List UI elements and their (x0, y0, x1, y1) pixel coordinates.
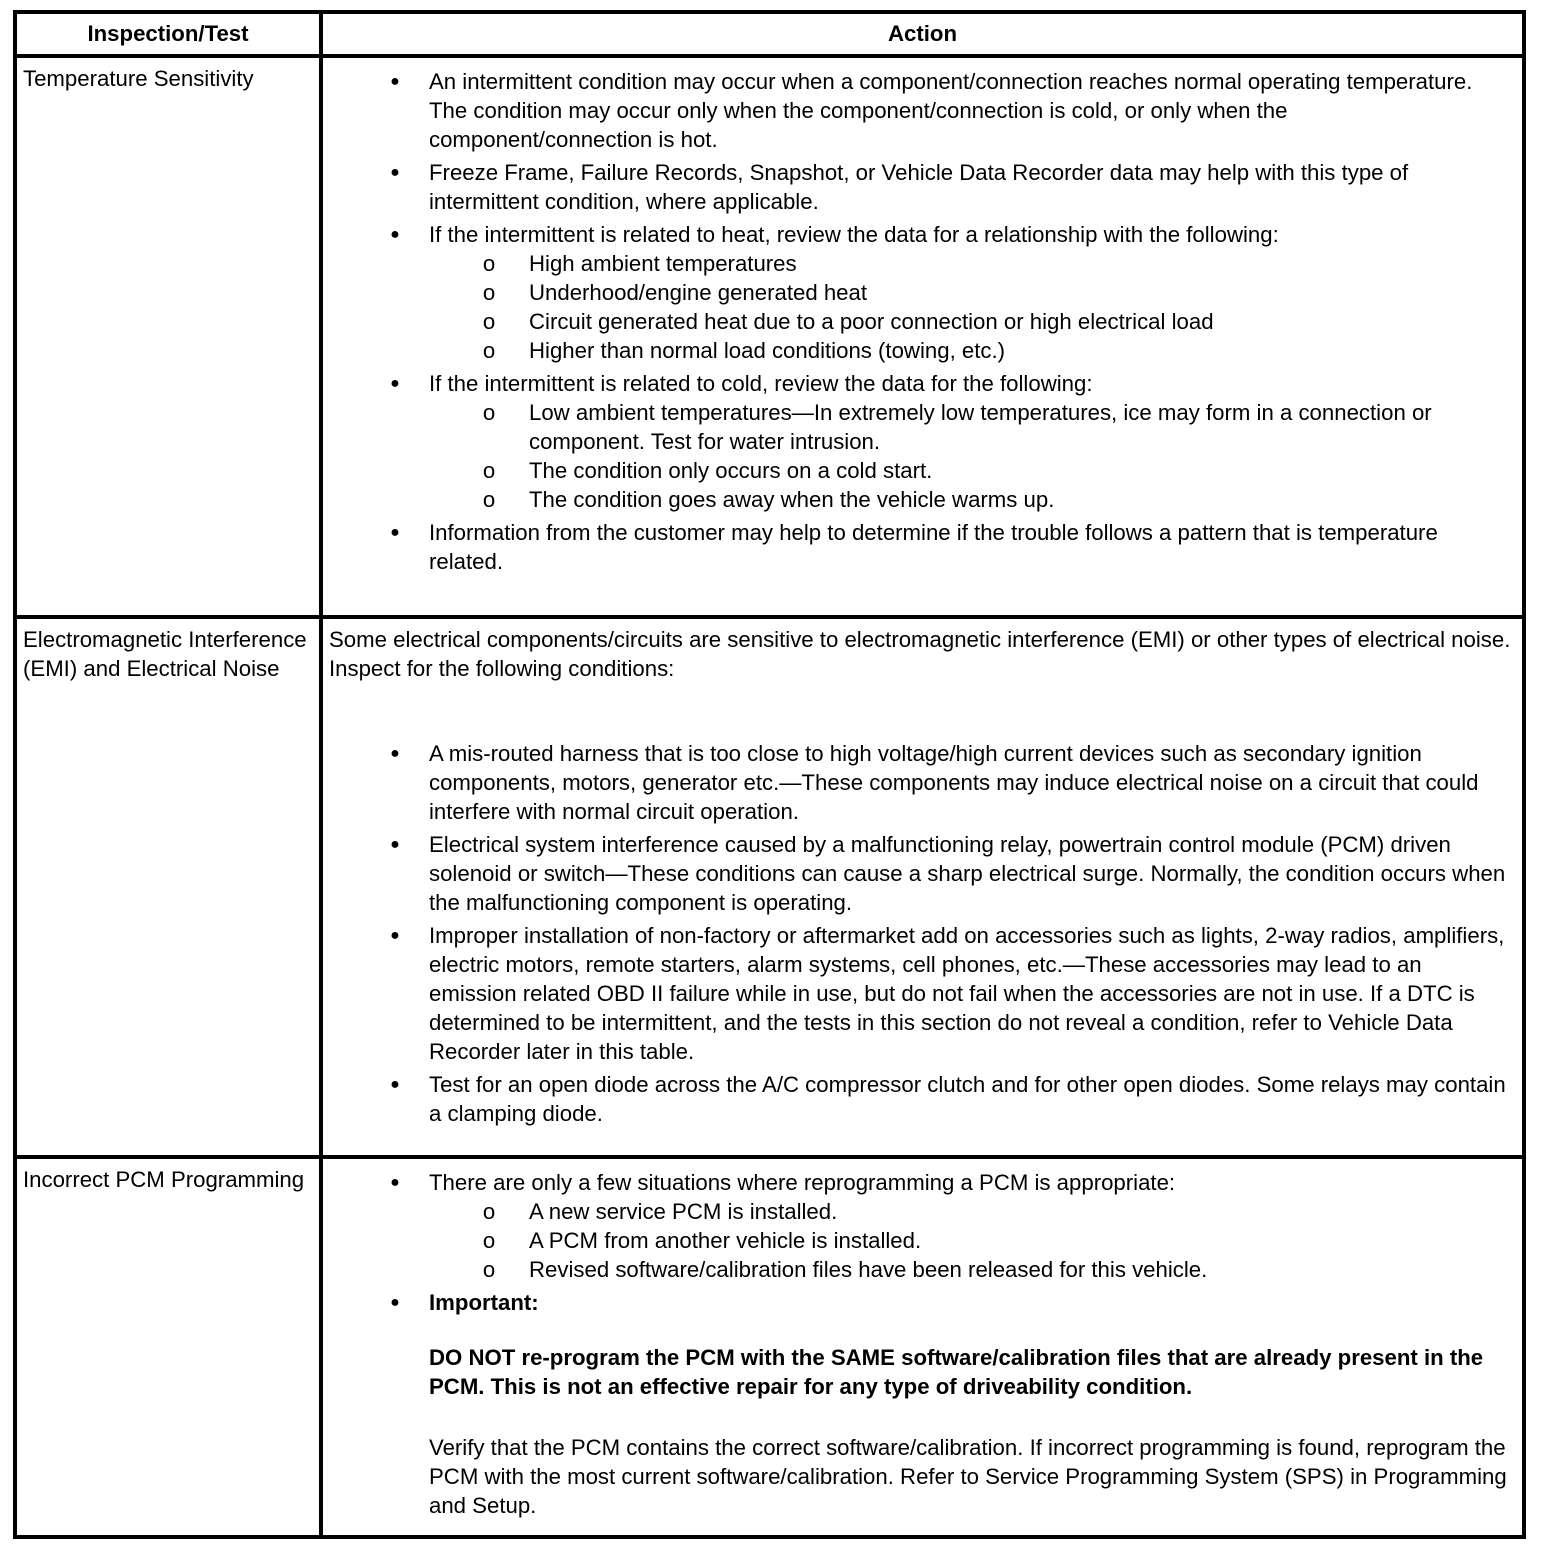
list-item (329, 739, 1514, 826)
action-cell (321, 1157, 1524, 1537)
list-item (329, 369, 1514, 514)
sub-bullet-icon: o (482, 309, 496, 334)
bullet-text: If the intermittent is related to cold, review the data for the following: (429, 371, 1093, 396)
bullet-icon: ● (390, 1174, 400, 1191)
bullet-text: Electrical system interference caused by a malfunctioning relay, powertrain control module (PCM) driven solenoid or switch—These conditions can cause a sharp electrical surge. Normally, the condition occurs when the malfunctioning component is operating. (429, 832, 1506, 915)
list-item (329, 1288, 1514, 1520)
bullet-icon: ● (390, 745, 400, 762)
sub-bullet-icon: o (482, 280, 496, 305)
list-item (329, 921, 1514, 1066)
sub-text: The condition only occurs on a cold start. (529, 458, 933, 483)
inspection-cell: Incorrect PCM Programming (15, 1157, 321, 1537)
action-cell (321, 56, 1524, 617)
sub-text: A new service PCM is installed. (529, 1199, 838, 1224)
table-row (15, 617, 1524, 1157)
bullet-icon: ● (390, 524, 400, 541)
important-label: Important: (429, 1290, 539, 1315)
sub-list-item (429, 336, 1514, 365)
header-action: Action (321, 12, 1524, 56)
bullet-icon: ● (390, 1294, 400, 1311)
list-item (329, 830, 1514, 917)
spacer (429, 1317, 1514, 1343)
list-item (329, 1168, 1514, 1284)
inspection-cell: Temperature Sensitivity (15, 56, 321, 617)
spacer (329, 712, 1514, 739)
sub-text: The condition goes away when the vehicle warms up. (529, 487, 1055, 512)
inspection-table (13, 10, 1526, 1539)
bullet-icon: ● (390, 375, 400, 392)
sub-list-item (429, 485, 1514, 514)
inspection-cell: Electromagnetic Interference (EMI) and Electrical Noise (15, 617, 321, 1157)
bullet-text: There are only a few situations where reprogramming a PCM is appropriate: (429, 1170, 1176, 1195)
sub-list-item (429, 1226, 1514, 1255)
sub-text: Higher than normal load conditions (towing, etc.) (529, 338, 1006, 363)
sub-text: Circuit generated heat due to a poor connection or high electrical load (529, 309, 1214, 334)
sub-list-item (429, 456, 1514, 485)
bullet-text: Improper installation of non-factory or aftermarket add on accessories such as lights, 2-way radios, amplifiers, electric motors, remote starters, alarm systems, cell phones, etc.—These accessories may lead to an emission related OBD II failure while in use, but do not fail when the accessories are not in use. If a DTC is determined to be intermittent, and the tests in this section do not reveal a condition, refer to Vehicle Data Recorder later in this table. (429, 923, 1505, 1064)
bullet-text: Freeze Frame, Failure Records, Snapshot, or Vehicle Data Recorder data may help with this type of intermittent condition, where applicable. (429, 160, 1409, 214)
verify-text: Verify that the PCM contains the correct software/calibration. If incorrect programming is found, reprogram the PCM with the most current software/calibration. Refer to Service Programming System (SPS) in Programming and Setup. (429, 1435, 1507, 1518)
spacer (429, 1401, 1514, 1433)
bullet-icon: ● (390, 164, 400, 181)
list-item (329, 158, 1514, 216)
sub-text: Revised software/calibration files have been released for this vehicle. (529, 1257, 1208, 1282)
bullet-text: A mis-routed harness that is too close to high voltage/high current devices such as secondary ignition components, motors, generator etc.—These components may induce electrical noise on a circuit that could interfere with normal circuit operation. (429, 741, 1479, 824)
sub-text: A PCM from another vehicle is installed. (529, 1228, 922, 1253)
bullet-text: Information from the customer may help to determine if the trouble follows a pattern that is temperature related. (429, 520, 1438, 574)
list-item (329, 1070, 1514, 1128)
bullet-text: An intermittent condition may occur when a component/connection reaches normal operating temperature. The condition may occur only when the component/connection is cold, or only when the component/connection is hot. (429, 69, 1473, 152)
bullet-icon: ● (390, 927, 400, 944)
sub-list-item (429, 249, 1514, 278)
bullet-icon: ● (390, 1076, 400, 1093)
list-item (329, 220, 1514, 365)
list-item (329, 67, 1514, 154)
sub-list-item (429, 1255, 1514, 1284)
header-inspection: Inspection/Test (15, 12, 321, 56)
sub-list-item (429, 307, 1514, 336)
sub-list-item (429, 1197, 1514, 1226)
sub-bullet-icon: o (482, 458, 496, 483)
header-row (15, 12, 1524, 56)
sub-list-item (429, 398, 1514, 456)
sub-bullet-icon: o (482, 1199, 496, 1224)
bullet-text: If the intermittent is related to heat, review the data for a relationship with the following: (429, 222, 1279, 247)
bullet-icon: ● (390, 836, 400, 853)
spacer (329, 683, 1514, 712)
warning-text: DO NOT re-program the PCM with the SAME software/calibration files that are already present in the PCM. This is not an effective repair for any type of driveability condition. (429, 1345, 1484, 1399)
sub-bullet-icon: o (482, 487, 496, 512)
sub-bullet-icon: o (482, 1257, 496, 1282)
bullet-text: Test for an open diode across the A/C compressor clutch and for other open diodes. Some relays may contain a clamping diode. (429, 1072, 1506, 1126)
sub-text: Low ambient temperatures—In extremely low temperatures, ice may form in a connection or component. Test for water intrusion. (529, 400, 1432, 454)
sub-bullet-icon: o (482, 251, 496, 276)
sub-text: High ambient temperatures (529, 251, 797, 276)
sub-bullet-icon: o (482, 1228, 496, 1253)
intro-text: Some electrical components/circuits are sensitive to electromagnetic interference (EMI) or other types of electrical noise. Inspect for the following conditions: (329, 627, 1511, 681)
sub-bullet-icon: o (482, 400, 496, 425)
bullet-icon: ● (390, 226, 400, 243)
list-item (329, 518, 1514, 576)
sub-bullet-icon: o (482, 338, 496, 363)
action-cell (321, 617, 1524, 1157)
sub-text: Underhood/engine generated heat (529, 280, 868, 305)
sub-list-item (429, 278, 1514, 307)
table-row (15, 56, 1524, 617)
table-row (15, 1157, 1524, 1537)
bullet-icon: ● (390, 73, 400, 90)
